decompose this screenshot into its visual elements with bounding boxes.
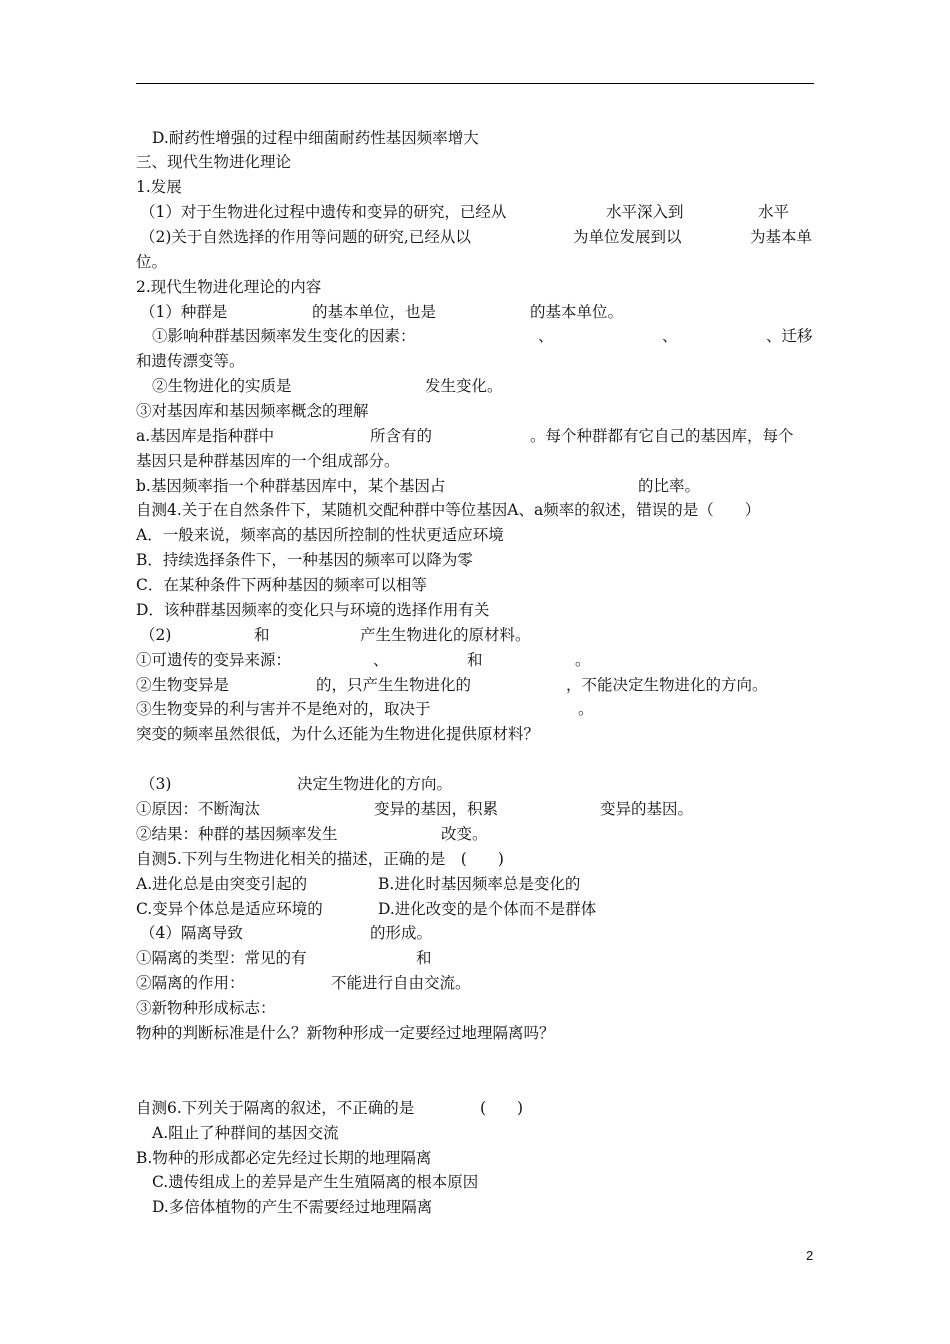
text-line: A．一般来说，频率高的基因所控制的性状更适应环境 <box>136 526 504 544</box>
text-line: ③对基因库和基因频率概念的理解 <box>136 402 369 420</box>
text-line: 突变的频率虽然很低，为什么还能为生物进化提供原材料？ <box>136 725 540 743</box>
text-line: 不能进行自由交流。 <box>331 974 471 992</box>
text-line: 自测4.关于在自然条件下，某随机交配种群中等位基因A、a频率的叙述，错误的是（ ） <box>136 501 761 519</box>
text-line: 改变。 <box>441 825 488 843</box>
text-line: ②生物进化的实质是 <box>152 377 292 395</box>
text-line: 。 <box>575 651 591 669</box>
text-line: D．该种群基因频率的变化只与环境的选择作用有关 <box>136 601 490 619</box>
text-line: 的形成。 <box>370 924 433 942</box>
text-line: a.基因库是指种群中 <box>136 427 275 445</box>
text-line: 发生变化。 <box>425 377 503 395</box>
text-line: 。 <box>578 700 594 718</box>
text-line: 、 <box>538 327 554 345</box>
text-line: 的基本单位，也是 <box>312 303 437 321</box>
text-line: D.多倍体植物的产生不需要经过地理隔离 <box>152 1198 433 1216</box>
text-line: C.变异个体总是适应环境的 <box>136 900 323 918</box>
text-line: ①原因：不断淘汰 <box>136 800 261 818</box>
text-line: 为单位发展到以 <box>573 228 682 246</box>
text-line: ③新物种形成标志： <box>136 999 276 1017</box>
text-line: 产生生物进化的原材料。 <box>360 626 531 644</box>
text-line: 的，只产生生物进化的 <box>316 676 472 694</box>
text-line: （1）种群是 <box>140 303 228 321</box>
text-line: D.耐药性增强的过程中细菌耐药性基因频率增大 <box>152 129 479 147</box>
text-line: 、 <box>373 651 389 669</box>
text-line: ( ) <box>480 1099 524 1117</box>
page-number: 2 <box>806 1248 814 1263</box>
text-line: B.进化时基因频率总是变化的 <box>378 875 581 893</box>
text-line: 自测5.下列与生物进化相关的描述，正确的是 ( ) <box>136 850 504 868</box>
text-line: b.基因频率指一个种群基因库中，某个基因占 <box>136 477 446 495</box>
text-line: 变异的基因。 <box>600 800 694 818</box>
text-line: （1）对于生物进化过程中遗传和变异的研究，已经从 <box>140 203 507 221</box>
text-line: （2)关于自然选择的作用等问题的研究,已经从以 <box>140 228 471 246</box>
text-line: A.进化总是由突变引起的 <box>136 875 308 893</box>
text-line: 和 <box>416 949 432 967</box>
text-line: 水平深入到 <box>606 203 684 221</box>
text-line: ①隔离的类型：常见的有 <box>136 949 307 967</box>
text-line: ③生物变异的利与害并不是绝对的，取决于 <box>136 700 431 718</box>
text-line: 为基本单 <box>750 228 813 246</box>
text-line: ①影响种群基因频率发生变化的因素： <box>152 327 416 345</box>
text-line: 所含有的 <box>370 427 433 445</box>
text-line: ②隔离的作用： <box>136 974 245 992</box>
text-line: （2) <box>140 626 172 644</box>
text-line: 基因只是种群基因库的一个组成部分。 <box>136 452 400 470</box>
text-line: （3) <box>140 775 172 793</box>
text-line: ②生物变异是 <box>136 676 230 694</box>
text-line: 水平 <box>758 203 790 221</box>
text-line: ①可遗传的变异来源： <box>136 651 292 669</box>
text-line: 的比率。 <box>638 477 701 495</box>
text-line: ，不能决定生物进化的方向。 <box>566 676 768 694</box>
text-line: 和 <box>467 651 483 669</box>
text-line: 变异的基因，积累 <box>374 800 499 818</box>
text-line: 1.发展 <box>136 178 182 196</box>
text-line: 决定生物进化的方向。 <box>297 775 453 793</box>
header-rule <box>136 83 814 84</box>
text-line: 和遗传漂变等。 <box>136 352 245 370</box>
text-line: C.遗传组成上的差异是产生生殖隔离的根本原因 <box>152 1173 479 1191</box>
text-line: D.进化改变的是个体而不是群体 <box>378 900 597 918</box>
text-line: 位。 <box>136 253 168 271</box>
text-line: 的基本单位。 <box>530 303 624 321</box>
text-line: 、迁移 <box>766 327 813 345</box>
text-line: （4）隔离导致 <box>140 924 243 942</box>
text-line: B．持续选择条件下，一种基因的频率可以降为零 <box>136 551 473 569</box>
text-line: 、 <box>662 327 678 345</box>
text-line: 。每个种群都有它自己的基因库，每个 <box>530 427 794 445</box>
text-line: 2.现代生物进化理论的内容 <box>136 278 322 296</box>
text-line: ②结果：种群的基因频率发生 <box>136 825 338 843</box>
text-line: A.阻止了种群间的基因交流 <box>152 1124 339 1142</box>
text-line: 物种的判断标准是什么？新物种形成一定要经过地理隔离吗？ <box>136 1024 555 1042</box>
text-line: 自测6.下列关于隔离的叙述，不正确的是 <box>136 1099 415 1117</box>
text-line: B.物种的形成都必定先经过长期的地理隔离 <box>136 1149 432 1167</box>
text-line: 三、现代生物进化理论 <box>136 153 292 171</box>
text-line: C．在某种条件下两种基因的频率可以相等 <box>136 576 427 594</box>
text-line: 和 <box>254 626 270 644</box>
